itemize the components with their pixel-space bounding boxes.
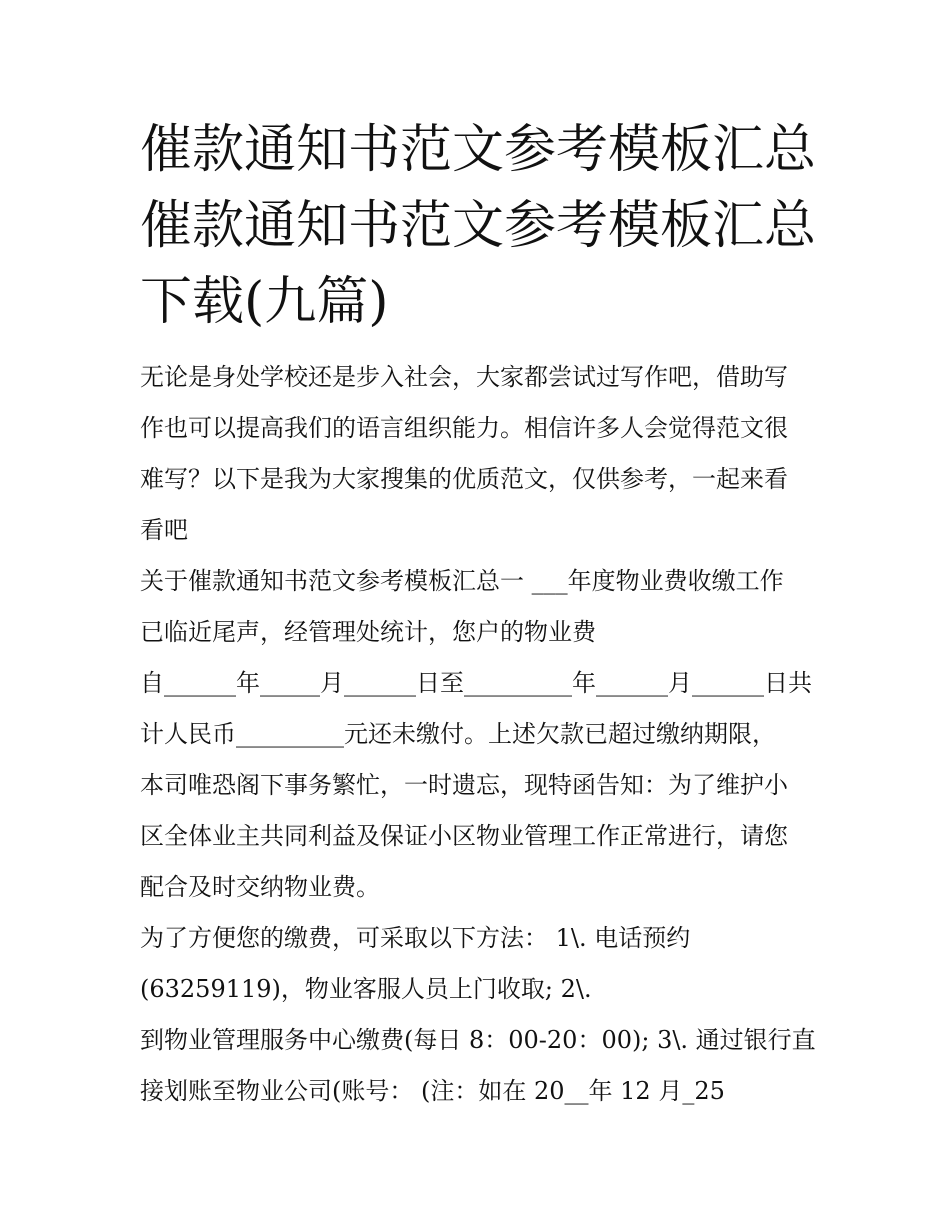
body-line: 本司唯恐阁下事务繁忙，一时遗忘，现特函告知：为了维护小 xyxy=(140,771,788,799)
body-line: 无论是身处学校还是步入社会，大家都尝试过写作吧，借助写 xyxy=(140,363,788,391)
document-body xyxy=(140,352,820,1117)
body-line: 到物业管理服务中心缴费(每日 8：00-20：00); 3\. 通过银行直 xyxy=(140,1026,816,1054)
title-line-1: 催款通知书范文参考模板汇总 xyxy=(140,120,817,180)
body-line: 已临近尾声，经管理处统计，您户的物业费 xyxy=(140,618,596,646)
body-line: 配合及时交纳物业费。 xyxy=(140,873,380,901)
body-line: 难写？以下是我为大家搜集的优质范文，仅供参考，一起来看 xyxy=(140,465,788,493)
body-line: 接划账至物业公司(账号： (注：如在 20__年 12 月_25 xyxy=(140,1077,725,1105)
body-line: 作也可以提高我们的语言组织能力。相信许多人会觉得范文很 xyxy=(140,414,788,442)
body-line: 为了方便您的缴费，可采取以下方法： 1\. 电话预约 xyxy=(140,924,691,952)
body-line: (63259119)，物业客服人员上门收取; 2\. xyxy=(140,975,592,1003)
document-title xyxy=(140,112,840,340)
body-line: 区全体业主共同利益及保证小区物业管理工作正常进行，请您 xyxy=(140,822,788,850)
body-line: 看吧 xyxy=(140,516,188,544)
body-line: 计人民币_________元还未缴付。上述欠款已超过缴纳期限， xyxy=(140,720,776,748)
title-line-2: 催款通知书范文参考模板汇总 xyxy=(140,196,817,256)
body-line: 自______年_____月______日至_________年______月______日共 xyxy=(140,669,812,697)
title-line-3: 下载(九篇) xyxy=(140,272,389,332)
body-line: 关于催款通知书范文参考模板汇总一 ___年度物业费收缴工作 xyxy=(140,567,784,595)
